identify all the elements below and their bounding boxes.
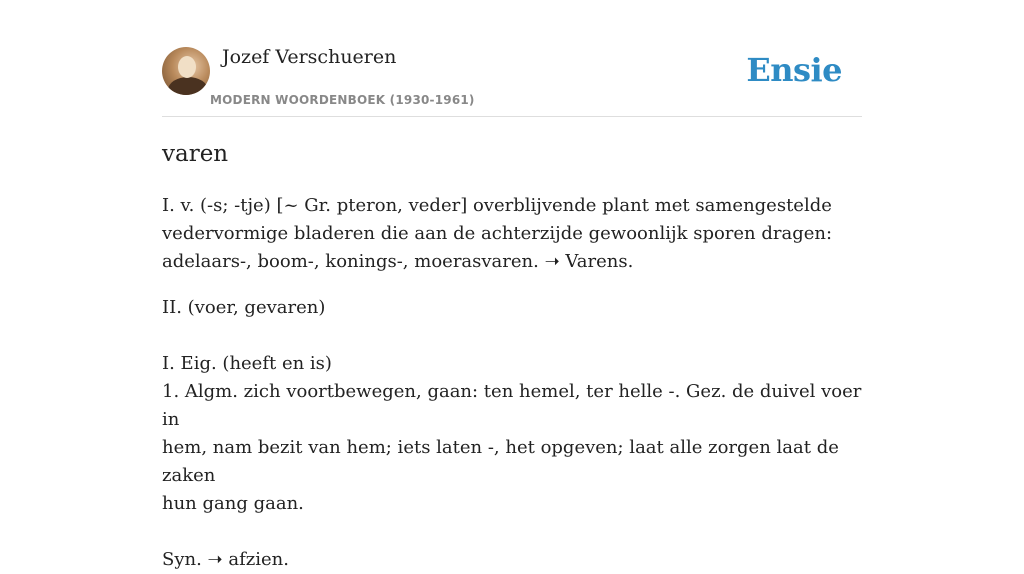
definition-line: 1. Algm. zich voortbewegen, gaan: ten hemel, ter helle -. Gez. de duivel voer in <box>162 381 862 430</box>
blank-line <box>162 518 862 546</box>
definition-line <box>162 546 862 574</box>
definition-text: Syn. <box>162 549 208 570</box>
definition-text: adelaars-, boom-, konings-, moerasvaren. <box>162 251 545 272</box>
entry-headword: varen <box>162 141 229 167</box>
author-avatar[interactable] <box>162 47 210 95</box>
author-name[interactable]: Jozef Verschueren <box>222 46 397 68</box>
definition-line: vedervormige bladeren die aan de achterzijde gewoonlijk sporen dragen: <box>162 223 833 244</box>
definition-line: I. Eig. (heeft en is) <box>162 353 332 374</box>
site-header <box>162 44 862 117</box>
afzien-link[interactable]: ➝ afzien. <box>207 549 289 570</box>
definition-line: II. (voer, gevaren) <box>162 297 326 318</box>
varens-link[interactable]: ➝ Varens. <box>544 251 634 272</box>
source-label[interactable]: MODERN WOORDENBOEK (1930-1961) <box>210 93 475 107</box>
entry-definition <box>162 192 862 574</box>
definition-line: I. v. (-s; -tje) [~ Gr. pteron, veder] overblijvende plant met samengestelde <box>162 195 832 216</box>
avatar-robe <box>168 77 208 95</box>
definition-line: hem, nam bezit van hem; iets laten -, het opgeven; laat alle zorgen laat de zaken <box>162 437 839 486</box>
avatar-face <box>178 56 196 78</box>
ensie-logo[interactable]: Ensie <box>746 51 842 89</box>
paragraph-gap <box>162 276 862 294</box>
definition-line: hun gang gaan. <box>162 493 304 514</box>
definition-line <box>162 248 862 276</box>
blank-line <box>162 322 862 350</box>
